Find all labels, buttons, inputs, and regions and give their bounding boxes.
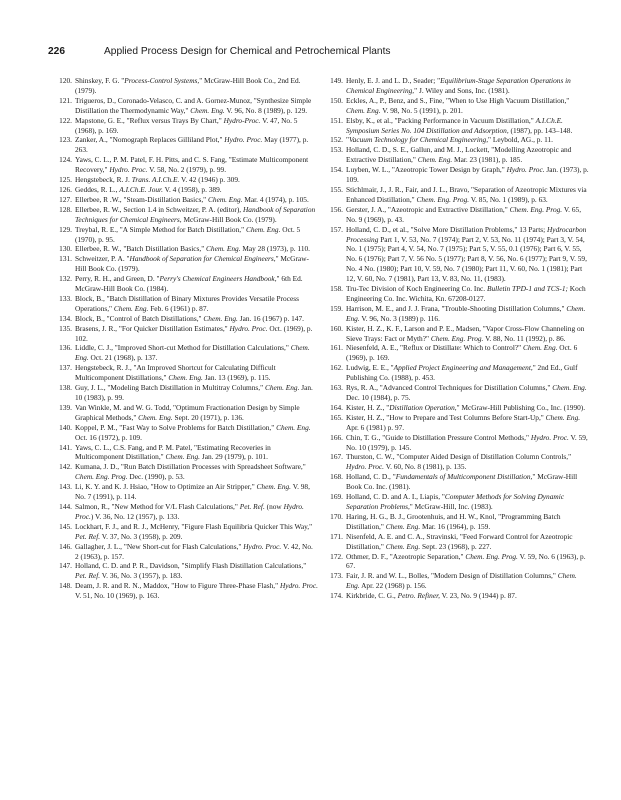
reference-number: 130. bbox=[59, 244, 72, 254]
reference-text: Yaws, C. L., C.S. Fang, and P. M. Patel, "Estimating Recoveries in Multicomponent Distillation," bbox=[75, 442, 271, 462]
reference-text: McGraw-Hill Book Co. (1979). bbox=[181, 214, 277, 224]
reference-number: 148. bbox=[59, 581, 72, 591]
reference-text: May 28 (1973), p. 110. bbox=[240, 244, 311, 254]
reference-source-italic: Chem. Eng. bbox=[276, 422, 311, 432]
reference-number: 121. bbox=[59, 95, 72, 105]
reference-source-italic: Bulletin TPD-1 and TCS-1; bbox=[486, 284, 568, 294]
reference-text: Othmer, D. F., "Azeotropic Separation," bbox=[346, 551, 466, 561]
references-left-column bbox=[56, 76, 318, 601]
reference-text: Liddle, C. J., "Improved Short-cut Method for Distillation Calculations," bbox=[75, 343, 291, 353]
reference-number: 154. bbox=[330, 165, 343, 175]
reference-text: Holland, C. D. and P. R., Davidson, "Simplify Flash Distillation Calculations," bbox=[75, 561, 307, 571]
reference-text: Sept. 23 (1968), p. 227. bbox=[420, 541, 492, 551]
reference-text: Lockhart, F. J., and R. J., McHenry, "Figure Flash Equilibria Quicker This Way," bbox=[75, 521, 313, 531]
reference-source-italic: Distillation Operation, bbox=[389, 402, 457, 412]
reference-text: Ludwig, E. E., " bbox=[346, 363, 394, 373]
reference-text: Apr. 22 (1968) p. 156. bbox=[359, 581, 427, 591]
reference-source-italic: Vacuum Technology for Chemical Engineering, bbox=[349, 135, 489, 145]
reference-number: 173. bbox=[330, 571, 343, 581]
reference-entry bbox=[56, 116, 318, 136]
reference-text: May (1977), p. 263. bbox=[75, 135, 309, 155]
reference-text: Kister, H. Z., K. F., Larson and P. E., Madsen, "Vapor Cross-Flow Channeling on Sieve Trays: Fact or Myth?" bbox=[346, 323, 585, 343]
reference-text: Apr. 6 (1981) p. 97. bbox=[346, 422, 405, 432]
reference-number: 134. bbox=[59, 313, 72, 323]
reference-text: Shinskey, F. G. " bbox=[75, 76, 125, 85]
reference-text: Jan. (1973), p. 109. bbox=[346, 165, 589, 185]
reference-source-italic: Hydro. Proc. bbox=[530, 432, 569, 442]
reference-text: Luyben, W. L., "Azeotropic Tower Design by Graph," bbox=[346, 165, 507, 175]
reference-number: 155. bbox=[330, 184, 343, 194]
reference-number: 129. bbox=[59, 224, 72, 234]
reference-text: Koch Engineering Co. Inc. Wichita, Kn. 67208-0127. bbox=[346, 284, 586, 303]
reference-number: 128. bbox=[59, 204, 72, 214]
reference-text: Perry, R. H., and Green, D. " bbox=[75, 274, 160, 284]
reference-text: Kirkbride, C. G., bbox=[346, 591, 398, 601]
reference-text: Jan. 16 (1967) p. 147. bbox=[237, 313, 304, 323]
reference-text: " J. Wiley and Sons, Inc. (1981). bbox=[414, 85, 510, 95]
reference-text: V. 42 (1946) p. 309. bbox=[179, 175, 240, 185]
page-header bbox=[48, 46, 588, 60]
reference-text: Holland, C. D., S. E., Gallun, and M. J., Lockett, "Modelling Azeotropic and Extractive Distillation," bbox=[346, 145, 572, 165]
reference-entry bbox=[327, 205, 589, 225]
reference-source-italic: Handbook of Separation Techniques for Chemical Engineers, bbox=[75, 204, 316, 224]
reference-text: Nisenfeld, A. E. and C. A., Stravinski, "Feed Forward Control for Azeotropic Distillation," bbox=[346, 531, 573, 551]
reference-text: V. 59, No. 10 (1979), p. 145. bbox=[346, 432, 588, 452]
reference-text: Mar. 23 (1981), p. 185. bbox=[452, 155, 523, 165]
reference-source-italic: Process-Control Systems, bbox=[124, 76, 200, 85]
reference-text: Fair, J. R. and W. L., Bolles, "Modern Design of Distillation Columns," bbox=[346, 571, 558, 581]
reference-number: 146. bbox=[59, 541, 72, 551]
reference-text: Hengstebeck, R. J. bbox=[75, 175, 132, 185]
reference-number: 153. bbox=[330, 145, 343, 155]
reference-source-italic: Chem. Eng. bbox=[208, 194, 243, 204]
reference-source-italic: Chem. Eng. bbox=[264, 383, 300, 393]
reference-text: " McGraw-Hill Publishing Co., Inc. (1990). bbox=[456, 402, 586, 412]
reference-entry bbox=[327, 433, 589, 453]
reference-entry bbox=[327, 591, 589, 601]
reference-entry bbox=[56, 561, 318, 581]
reference-source-italic: Chem. Eng. bbox=[256, 482, 292, 492]
reference-text: Kister, H. Z., "How to Prepare and Test Columns Before Start-Up," bbox=[346, 412, 546, 422]
reference-text: Ellerbee, R .W., "Steam-Distillation Basics," bbox=[75, 194, 208, 204]
reference-number: 143. bbox=[59, 482, 72, 492]
reference-source-italic: Applied Project Engineering and Management, bbox=[393, 363, 533, 373]
reference-number: 124. bbox=[59, 155, 72, 165]
reference-entry bbox=[56, 423, 318, 443]
reference-entry bbox=[56, 135, 318, 155]
reference-text: V. 58, No. 2 (1979), p. 99. bbox=[147, 165, 227, 175]
reference-entry bbox=[56, 195, 318, 205]
reference-number: 150. bbox=[330, 95, 343, 105]
reference-text: Niesenfeld, A. E., "Reflux or Distillate: Which to Control?" bbox=[346, 343, 523, 353]
reference-text: V. 88, No. 11 (1992), p. 86. bbox=[483, 333, 566, 343]
reference-entry bbox=[56, 482, 318, 502]
reference-entry bbox=[56, 443, 318, 463]
reference-entry bbox=[327, 96, 589, 116]
reference-number: 120. bbox=[59, 76, 72, 85]
reference-number: 144. bbox=[59, 501, 72, 511]
reference-number: 152. bbox=[330, 135, 343, 145]
reference-entry bbox=[327, 225, 589, 284]
reference-text: Holland, C. D. and A. I., Liapis, " bbox=[346, 492, 445, 502]
reference-text: ) V. 36, No. 12 (1957), p. 133. bbox=[90, 511, 180, 521]
reference-text: Mar. 16 (1964), p. 159. bbox=[420, 521, 491, 531]
reference-source-italic: Hydro. Proc. bbox=[506, 165, 545, 175]
reference-text: Kister, H. Z., " bbox=[346, 402, 390, 412]
reference-entry bbox=[56, 225, 318, 245]
reference-number: 138. bbox=[59, 383, 72, 393]
reference-source-italic: Chem. Eng. bbox=[385, 541, 421, 551]
reference-source-italic: Computer Methods for Solving Dynamic Separation Problems, bbox=[346, 492, 564, 511]
reference-source-italic: Chem. Eng. bbox=[245, 224, 281, 234]
reference-text: Mar. 4 (1974), p. 105. bbox=[242, 194, 309, 204]
reference-source-italic: Chem. Eng. Prog. bbox=[465, 551, 518, 561]
reference-entry bbox=[56, 96, 318, 116]
reference-entry bbox=[56, 581, 318, 601]
reference-entry bbox=[56, 383, 318, 403]
reference-number: 132. bbox=[59, 274, 72, 284]
reference-source-italic: Petro. Refiner, bbox=[397, 591, 440, 601]
reference-source-italic: Chem. Eng. Prog. bbox=[509, 204, 563, 214]
reference-text: Treybal, R. E., "A Simple Method for Batch Distillation," bbox=[75, 224, 246, 234]
reference-entry bbox=[56, 324, 318, 344]
reference-text: Trigueros, D., Coronado-Velasco, C. and A. Gornez-Munoz, "Synthesize Simple Distillation the Thermodynamic Way," bbox=[75, 95, 312, 115]
reference-entry bbox=[56, 205, 318, 225]
reference-source-italic: Hydro. Proc. bbox=[279, 581, 318, 591]
reference-source-italic: Perry's Chemical Engineers Handbook, bbox=[159, 274, 277, 284]
page-number: 226 bbox=[48, 46, 65, 57]
reference-entry bbox=[56, 274, 318, 294]
reference-entry bbox=[56, 522, 318, 542]
reference-number: 141. bbox=[59, 442, 72, 452]
reference-source-italic: Hydro. Proc. bbox=[224, 135, 263, 145]
reference-entry bbox=[327, 145, 589, 165]
reference-text: V. 98, No. 7 (1991), p. 114. bbox=[75, 482, 310, 502]
reference-source-italic: Chem. Eng. bbox=[75, 343, 310, 363]
reference-text: " McGraw-Hill Book Co. Inc. (1981). bbox=[346, 472, 578, 492]
reference-text: V. 65, No. 9 (1969), p. 43. bbox=[346, 204, 582, 224]
reference-source-italic: Chem. Eng. bbox=[165, 452, 200, 462]
reference-text: Block, B., "Control of Batch Distillations," bbox=[75, 313, 204, 323]
reference-text: Ellerbee, R. W., "Batch Distillation Basics," bbox=[75, 244, 207, 254]
reference-source-italic: Chem. Eng. bbox=[346, 571, 577, 591]
reference-text: Stichlmair, J., J. R., Fair, and J. L., Bravo, "Separation of Azeotropic Mixtures via Enhanced Distillation," bbox=[346, 184, 587, 204]
reference-entry bbox=[56, 542, 318, 562]
reference-number: 157. bbox=[330, 224, 343, 234]
reference-entry bbox=[327, 343, 589, 363]
reference-text: Oct. (1969), p. 102. bbox=[75, 323, 313, 343]
reference-number: 159. bbox=[330, 303, 343, 313]
reference-source-italic: Pet. Ref. bbox=[239, 501, 265, 511]
reference-number: 174. bbox=[330, 591, 343, 601]
reference-entry bbox=[56, 314, 318, 324]
reference-number: 149. bbox=[330, 76, 343, 85]
reference-entry bbox=[327, 284, 589, 304]
reference-number: 126. bbox=[59, 184, 72, 194]
reference-number: 168. bbox=[330, 472, 343, 482]
reference-number: 142. bbox=[59, 462, 72, 472]
reference-source-italic: Chem. Eng. bbox=[385, 521, 421, 531]
reference-text: Gallagher, J. L., "New Short-cut for Flash Calculations," bbox=[75, 541, 244, 551]
reference-text: Holland, C. D., " bbox=[346, 472, 396, 482]
reference-text: Jan. 13 (1969), p. 115. bbox=[202, 373, 271, 383]
reference-text: Dec. (1990), p. 53. bbox=[127, 472, 185, 482]
reference-number: 171. bbox=[330, 531, 343, 541]
reference-text: Sept. 20 (1971), p. 136. bbox=[172, 412, 244, 422]
reference-entry bbox=[327, 403, 589, 413]
reference-source-italic: Hydro. Proc. bbox=[109, 165, 148, 175]
reference-text: Koppel, P. M., "Fast Way to Solve Problems for Batch Distillation," bbox=[75, 422, 277, 432]
reference-number: 145. bbox=[59, 521, 72, 531]
references-right-column bbox=[327, 76, 589, 601]
reference-entry bbox=[327, 76, 589, 96]
reference-text: Deam, J. R. and R. N., Maddox, "How to Figure Three-Phase Flash," bbox=[75, 581, 280, 591]
reference-number: 125. bbox=[59, 175, 72, 185]
reference-number: 131. bbox=[59, 254, 72, 264]
reference-text: V. 37, No. 3 (1958), p. 209. bbox=[100, 531, 183, 541]
reference-number: 158. bbox=[330, 284, 343, 294]
reference-number: 165. bbox=[330, 412, 343, 422]
reference-entry bbox=[327, 165, 589, 185]
reference-source-italic: A.I.Ch.E. Symposium Series No. 104 Distillation and Adsorption, bbox=[346, 115, 563, 135]
reference-text: Hengstebeck, R. J., "An Improved Shortcut for Calculating Difficult Multicomponent Distillations," bbox=[75, 363, 276, 383]
reference-entry bbox=[327, 472, 589, 492]
reference-number: 127. bbox=[59, 194, 72, 204]
reference-source-italic: Trans. A.I.Ch.E. bbox=[131, 175, 180, 185]
reference-text: " 2nd Ed., Gulf Publishing Co. (1988), p. 453. bbox=[346, 363, 578, 383]
reference-number: 164. bbox=[330, 402, 343, 412]
reference-entry bbox=[56, 294, 318, 314]
reference-text: Brasens, J. R., "For Quicker Distillation Estimates," bbox=[75, 323, 230, 333]
reference-entry bbox=[56, 254, 318, 274]
reference-entry bbox=[56, 155, 318, 175]
reference-text: Guy, J. L., "Modeling Batch Distillation in Multitray Columns," bbox=[75, 383, 265, 393]
reference-entry bbox=[56, 343, 318, 363]
reference-entry bbox=[327, 413, 589, 433]
reference-text: Oct. 21 (1968), p. 137. bbox=[88, 353, 158, 363]
reference-text: Feb. 6 (1961) p. 87. bbox=[148, 303, 209, 313]
reference-text: Rys, R. A., "Advanced Control Techniques for Distillation Columns," bbox=[346, 383, 553, 393]
reference-text: Kumana, J. D., "Run Batch Distillation Processes with Spreadsheet Software," bbox=[75, 462, 306, 472]
reference-entry bbox=[327, 552, 589, 572]
reference-text: Geddes, R. L., bbox=[75, 184, 120, 194]
reference-source-italic: Pet. Ref. bbox=[75, 571, 101, 581]
reference-text: Mapstone, G. E., "Reflux versus Trays By Chart," bbox=[75, 115, 224, 125]
reference-text: V. 4 (1958), p. 389. bbox=[162, 184, 222, 194]
reference-source-italic: Hydro-Proc. bbox=[223, 115, 261, 125]
reference-text: Oct. 16 (1972), p. 109. bbox=[75, 432, 142, 442]
reference-source-italic: Chem. Eng. Prog. bbox=[430, 333, 484, 343]
reference-text: Van Winkle, M. and W. G. Todd, "Optimum Fractionation Design by Simple Graphical Methods," bbox=[75, 402, 300, 422]
reference-number: 123. bbox=[59, 135, 72, 145]
reference-text: V. 36, No. 3 (1957), p. 183. bbox=[100, 571, 183, 581]
reference-text: V. 96, No. 3 (1989) p. 116. bbox=[359, 313, 440, 323]
reference-entry bbox=[56, 76, 318, 96]
reference-text: Tru-Tec Division of Koch Engineering Co. Inc. bbox=[346, 284, 487, 294]
reference-entry bbox=[327, 532, 589, 552]
reference-text: V. 85, No. 1 (1989), p. 63. bbox=[469, 194, 548, 204]
reference-source-italic: Chem. Eng. bbox=[552, 383, 587, 393]
reference-source-italic: Chem. Eng. bbox=[346, 303, 586, 323]
reference-source-italic: Chem. Eng. Prog. bbox=[416, 194, 470, 204]
reference-source-italic: Equilibrium-Stage Separation Operations in Chemical Engineering, bbox=[346, 76, 571, 95]
reference-text: V. 96, No. 8 (1989), p. 129. bbox=[224, 105, 308, 115]
reference-text: Harrison, M. E., and J. J. Frana, "Trouble-Shooting Distillation Columns," bbox=[346, 303, 567, 313]
reference-number: 170. bbox=[330, 511, 343, 521]
reference-text: V. 47, No. 5 (1968), p. 169. bbox=[75, 115, 298, 135]
reference-number: 133. bbox=[59, 293, 72, 303]
reference-source-italic: Chem. Eng. bbox=[138, 412, 173, 422]
reference-source-italic: Chem. Eng. bbox=[417, 155, 453, 165]
reference-text: Chin, T. G., "Guide to Distillation Pressure Control Methods," bbox=[346, 432, 531, 442]
reference-text: Jan. 10 (1983), p. 99. bbox=[75, 383, 313, 402]
reference-source-italic: Chem. Eng. bbox=[113, 303, 149, 313]
reference-entry bbox=[327, 363, 589, 383]
reference-source-italic: Chem. Eng. Prog. bbox=[75, 472, 128, 482]
reference-entry bbox=[56, 244, 318, 254]
reference-text: V. 42, No. 2 (1963), p. 157. bbox=[75, 541, 313, 561]
reference-text: Yaws, C. L., P. M. Patel, F. H. Pitts, and C. S. Fang, "Estimate Multicomponent Recovery," bbox=[75, 155, 309, 175]
running-title: Applied Process Design for Chemical and Petrochemical Plants bbox=[104, 46, 391, 57]
reference-number: 122. bbox=[59, 115, 72, 125]
reference-number: 172. bbox=[330, 551, 343, 561]
reference-text: " McGraw-Hill, Inc. (1983). bbox=[409, 501, 493, 511]
reference-entry bbox=[56, 462, 318, 482]
reference-text: Zanker, A., "Nomograph Replaces Gilliland Plot," bbox=[75, 135, 225, 145]
reference-number: 161. bbox=[330, 343, 343, 353]
reference-text: Oct. 6 (1969), p. 169. bbox=[346, 343, 578, 363]
reference-number: 156. bbox=[330, 204, 343, 214]
reference-source-italic: Hydro. Proc. bbox=[243, 541, 282, 551]
reference-text: Schweitzer, P. A. " bbox=[75, 254, 130, 264]
reference-entry bbox=[327, 116, 589, 136]
reference-text: V. 51, No. 10 (1969), p. 163. bbox=[75, 591, 160, 601]
reference-text: Elsby, K., et al., "Packing Performance in Vacuum Distillation," bbox=[346, 115, 536, 125]
reference-text: Holland, C. D., et al., "Solve More Distillation Problems," 13 Parts; bbox=[346, 224, 547, 234]
reference-text: Salmon, R., "New Method for V/L Flash Calculations," bbox=[75, 501, 240, 511]
reference-source-italic: Chem. Eng. bbox=[522, 343, 558, 353]
reference-entry bbox=[327, 185, 589, 205]
reference-text: Ellerbee, R. W., Section 1.4 in Schweitzer, P. A. (editor), bbox=[75, 204, 243, 214]
reference-text: Jan. 29 (1979), p. 101. bbox=[200, 452, 268, 462]
reference-text: " Leybold, AG., p. 11. bbox=[488, 135, 553, 145]
reference-source-italic: Hydro. Proc. bbox=[346, 462, 385, 472]
reference-text: Eckles, A., P., Benz, and S., Fine, "When to Use High Vacuum Distillation," bbox=[346, 95, 570, 105]
reference-number: 147. bbox=[59, 561, 72, 571]
reference-source-italic: Chem. Eng. bbox=[346, 105, 381, 115]
reference-entry bbox=[327, 135, 589, 145]
reference-number: 151. bbox=[330, 115, 343, 125]
reference-number: 163. bbox=[330, 383, 343, 393]
reference-text: Dec. 10 (1984), p. 75. bbox=[346, 393, 411, 402]
reference-entry bbox=[56, 175, 318, 185]
reference-source-italic: Hydrocarbon Processing bbox=[346, 224, 587, 244]
reference-source-italic: Chem. Eng. bbox=[190, 105, 225, 115]
reference-number: 169. bbox=[330, 492, 343, 502]
reference-text: V. 59, No. 6 (1963), p. 67. bbox=[346, 551, 586, 571]
reference-text: (1987), pp. 143–148. bbox=[508, 125, 573, 135]
reference-number: 136. bbox=[59, 343, 72, 353]
reference-number: 167. bbox=[330, 452, 343, 462]
reference-source-italic: Chem. Eng. bbox=[203, 313, 238, 323]
reference-entry bbox=[327, 492, 589, 512]
reference-number: 139. bbox=[59, 402, 72, 412]
reference-source-italic: Hydro. Proc. bbox=[75, 501, 304, 521]
reference-text: (now bbox=[264, 501, 284, 511]
reference-text: " 6th Ed. McGraw-Hill Book Co. (1984). bbox=[75, 274, 303, 294]
reference-entry bbox=[327, 571, 589, 591]
reference-entry bbox=[56, 363, 318, 383]
reference-text: Henly, E. J. and L. D., Seader; " bbox=[346, 76, 441, 85]
reference-entry bbox=[327, 512, 589, 532]
reference-source-italic: A.I.Ch.E. Jour. bbox=[119, 184, 163, 194]
reference-text: Block, B., "Batch Distillation of Binary Mixtures Provides Versatile Process Operations," bbox=[75, 293, 299, 313]
reference-source-italic: Pet. Ref. bbox=[75, 531, 101, 541]
reference-source-italic: Hydro. Proc. bbox=[229, 323, 268, 333]
reference-number: 137. bbox=[59, 363, 72, 373]
reference-number: 162. bbox=[330, 363, 343, 373]
reference-number: 166. bbox=[330, 432, 343, 442]
reference-number: 160. bbox=[330, 323, 343, 333]
reference-text: V. 98, No. 5 (1991), p. 201. bbox=[380, 105, 463, 115]
reference-entry bbox=[327, 324, 589, 344]
reference-text: Li, K. Y. and K. J. Hsiao, "How to Optimize an Air Stripper," bbox=[75, 482, 257, 492]
reference-source-italic: Fundamentals of Multicomponent Distillation, bbox=[395, 472, 533, 482]
reference-text: V. 23, No. 9 (1944) p. 87. bbox=[439, 591, 517, 601]
reference-text: Haring, H. G., B. J., Grootenhuis, and H. W., Knol, "Programming Batch Distillation," bbox=[346, 511, 561, 531]
reference-text: Gerster, J. A., "Azeotropic and Extractive Distillation," bbox=[346, 204, 510, 214]
reference-text: " bbox=[346, 135, 349, 145]
reference-entry bbox=[327, 452, 589, 472]
reference-entry bbox=[327, 304, 589, 324]
reference-source-italic: Handbook of Separation for Chemical Engineers, bbox=[129, 254, 276, 264]
reference-number: 135. bbox=[59, 323, 72, 333]
reference-text: V. 60, No. 8 (1981), p. 135. bbox=[384, 462, 467, 472]
reference-source-italic: Chem. Eng. bbox=[206, 244, 241, 254]
reference-text: " McGraw-Hill Book Co. (1979). bbox=[75, 254, 309, 274]
reference-entry bbox=[327, 383, 589, 403]
reference-text: Part 1, V. 53, No. 7 (1974); Part 2, V. 53, No. 11 (1974); Part 3, V. 54, No. 1 (1975); Part 4, V. 54, No. 7 (1975); Part 5, V. 55, 0.1 (1976); Part 6, V. 55, No. 6 (1976); Part 7, V. 56 No. 5 (1977); Part 8, V. 56, No. 6 (1977); Part 9, V. 59, No. 4 No. (1980); Part 10, V. 59, No. 7 (1980); Part 11, V. 60, No. 1 (1981); Part 12, V. 60, No. 7 (1981), Part 13, V. 83, No. 11, (1983). bbox=[346, 234, 587, 284]
reference-source-italic: Chem. Eng. bbox=[545, 412, 581, 422]
reference-number: 140. bbox=[59, 422, 72, 432]
reference-entry bbox=[56, 185, 318, 195]
reference-entry bbox=[56, 502, 318, 522]
reference-text: Thurston, C. W., "Computer Aided Design of Distillation Column Controls," bbox=[346, 452, 572, 462]
reference-text: Oct. 5 (1970), p. 95. bbox=[75, 224, 301, 244]
reference-source-italic: Chem. Eng. bbox=[168, 373, 203, 383]
reference-text: " McGraw-Hill Book Co., 2nd Ed. (1979). bbox=[75, 76, 301, 95]
reference-entry bbox=[56, 403, 318, 423]
